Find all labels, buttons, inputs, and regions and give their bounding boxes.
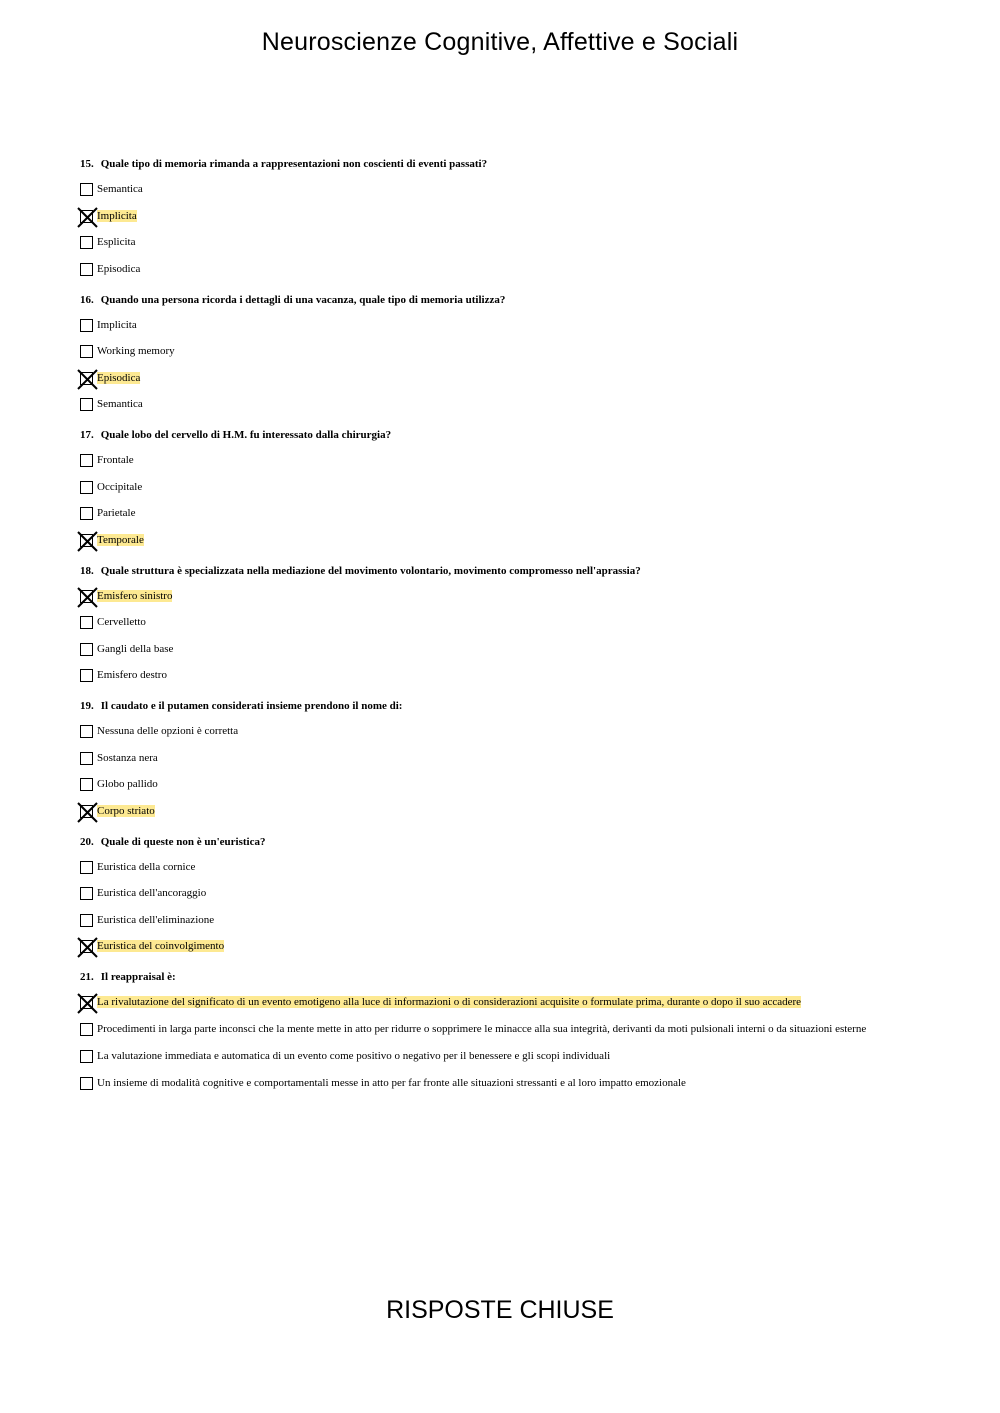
page-footer-label: RISPOSTE CHIUSE: [386, 1296, 614, 1324]
answer-option-label: [80, 886, 910, 901]
answer-option-label: [80, 1049, 910, 1064]
question-number: 16.: [80, 293, 94, 306]
question-heading: [80, 156, 910, 172]
question-text: Quando una persona ricorda i dettagli di una vacanza, quale tipo di memoria utilizza?: [100, 293, 506, 306]
answer-option[interactable]: [80, 235, 910, 251]
answer-text: Episodica: [97, 262, 141, 275]
answer-option-label: [80, 804, 910, 819]
answer-option-label: [80, 209, 910, 224]
answer-option[interactable]: [80, 262, 910, 278]
answer-option[interactable]: [80, 1076, 910, 1092]
checkbox[interactable]: [80, 263, 93, 276]
question-block: [80, 834, 910, 956]
checkbox[interactable]: [80, 507, 93, 520]
answer-text: Working memory: [97, 345, 175, 357]
answer-text: Occipitale: [97, 480, 143, 493]
question-text: Quale di queste non è un'euristica?: [100, 835, 266, 848]
question-text: Quale tipo di memoria rimanda a rappresentazioni non coscienti di eventi passati?: [100, 158, 488, 170]
answer-option-label: [80, 371, 910, 386]
checkbox[interactable]: [80, 398, 93, 411]
answer-option-label: [80, 668, 910, 683]
question-block: [80, 427, 910, 549]
checkbox[interactable]: [80, 481, 93, 494]
answer-option[interactable]: [80, 860, 910, 876]
answer-option[interactable]: [80, 886, 910, 902]
answer-option[interactable]: [80, 615, 910, 631]
question-heading: [80, 834, 910, 850]
checkbox[interactable]: [80, 887, 93, 900]
answer-option-label: [80, 751, 910, 766]
checkbox-checked[interactable]: [80, 940, 93, 953]
selected-answer-text: Episodica: [97, 371, 141, 384]
answer-option-label: [80, 397, 910, 412]
checkbox[interactable]: [80, 183, 93, 196]
cross-mark-icon: [78, 994, 97, 1013]
question-heading: [80, 698, 910, 714]
checkbox[interactable]: [80, 1050, 93, 1063]
checkbox-checked[interactable]: [80, 590, 93, 603]
answer-option-label: [80, 1022, 910, 1037]
answer-text: Implicita: [97, 318, 137, 331]
question-number: 19.: [80, 700, 94, 712]
checkbox[interactable]: [80, 861, 93, 874]
selected-answer-text: Emisfero sinistro: [97, 589, 173, 602]
answer-option-label: [80, 318, 910, 333]
question-heading: [80, 427, 910, 443]
selected-answer-text: La rivalutazione del significato di un evento emotigeno alla luce di informazioni o di considerazioni acquisite o formulate prima, durante o dopo il suo accadere: [97, 996, 802, 1008]
question-text: Il caudato e il putamen considerati insieme prendono il nome di:: [100, 700, 403, 712]
page-title: Neuroscienze Cognitive, Affettive e Sociali: [261, 28, 739, 56]
checkbox[interactable]: [80, 914, 93, 927]
checkbox[interactable]: [80, 669, 93, 682]
answer-text: Semantica: [97, 398, 143, 410]
checkbox[interactable]: [80, 1077, 93, 1090]
answer-option[interactable]: [80, 589, 910, 605]
answer-option[interactable]: [80, 751, 910, 767]
checkbox[interactable]: [80, 725, 93, 738]
answer-text: Nessuna delle opzioni è corretta: [97, 725, 239, 737]
answer-option-label: [80, 1076, 910, 1091]
answer-text: Euristica dell'ancoraggio: [97, 887, 207, 899]
answer-option-label: [80, 262, 910, 277]
question-number: 18.: [80, 564, 94, 577]
answer-option[interactable]: [80, 1022, 910, 1038]
answer-option-label: [80, 506, 910, 521]
question-heading: [80, 969, 910, 985]
question-number: 21.: [80, 971, 94, 983]
checkbox[interactable]: [80, 236, 93, 249]
answer-option-label: [80, 642, 910, 657]
checkbox-checked[interactable]: [80, 534, 93, 547]
selected-answer-text: Euristica del coinvolgimento: [97, 940, 225, 952]
selected-answer-text: Implicita: [97, 209, 137, 222]
checkbox[interactable]: [80, 752, 93, 765]
quiz-list: [80, 156, 910, 1106]
checkbox-checked[interactable]: [80, 805, 93, 818]
question-number: 15.: [80, 158, 94, 170]
cross-mark-icon: [78, 208, 97, 227]
answer-text: Gangli della base: [97, 642, 174, 655]
answer-text: Globo pallido: [97, 778, 158, 790]
answer-option[interactable]: [80, 533, 910, 549]
question-heading: [80, 292, 910, 308]
answer-text: Procedimenti in larga parte inconsci che la mente mette in atto per ridurre o sopprimere le minacce alla sua integrità, derivanti da moti pulsionali interni o da situazioni esterne: [97, 1023, 867, 1035]
answer-option[interactable]: [80, 209, 910, 225]
answer-text: Emisfero destro: [97, 669, 167, 681]
answer-option-label: [80, 777, 910, 792]
answer-option[interactable]: [80, 1049, 910, 1065]
answer-text: La valutazione immediata e automatica di un evento come positivo o negativo per il benessere e gli scopi individuali: [97, 1050, 611, 1062]
question-block: [80, 698, 910, 820]
answer-option[interactable]: [80, 453, 910, 469]
answer-option[interactable]: [80, 182, 910, 198]
answer-text: Un insieme di modalità cognitive e comportamentali messe in atto per far fronte alle situazioni stressanti e al loro impatto emozionale: [97, 1076, 686, 1089]
answer-option-label: [80, 235, 910, 250]
answer-option-label: [80, 939, 910, 954]
answer-option-label: [80, 615, 910, 630]
answer-option-label: [80, 860, 910, 875]
answer-option-label: [80, 724, 910, 739]
answer-option[interactable]: [80, 506, 910, 522]
question-text: Quale struttura è specializzata nella mediazione del movimento volontario, movimento compromesso nell'aprassia?: [100, 564, 641, 577]
answer-option[interactable]: [80, 777, 910, 793]
answer-text: Semantica: [97, 183, 143, 195]
answer-option[interactable]: [80, 913, 910, 929]
answer-text: Esplicita: [97, 236, 136, 248]
question-text: Quale lobo del cervello di H.M. fu interessato dalla chirurgia?: [100, 429, 392, 441]
checkbox[interactable]: [80, 1023, 93, 1036]
cross-mark-icon: [78, 370, 97, 389]
answer-option-label: [80, 344, 910, 359]
question-block: [80, 563, 910, 685]
checkbox[interactable]: [80, 643, 93, 656]
answer-option-label: [80, 182, 910, 197]
checkbox[interactable]: [80, 454, 93, 467]
selected-answer-text: Temporale: [97, 533, 144, 546]
question-heading: [80, 563, 910, 579]
question-block: [80, 969, 910, 1092]
answer-option[interactable]: [80, 480, 910, 496]
answer-text: Cervelletto: [97, 616, 146, 628]
checkbox-checked[interactable]: [80, 210, 93, 223]
answer-text: Parietale: [97, 507, 136, 519]
selected-answer-text: Corpo striato: [97, 804, 155, 817]
answer-text: Euristica della cornice: [97, 860, 196, 873]
cross-mark-icon: [78, 803, 97, 822]
checkbox-checked[interactable]: [80, 996, 93, 1009]
answer-option[interactable]: [80, 318, 910, 334]
answer-text: Euristica dell'eliminazione: [97, 913, 215, 926]
answer-text: Frontale: [97, 454, 134, 466]
answer-option[interactable]: [80, 804, 910, 820]
answer-option[interactable]: [80, 668, 910, 684]
checkbox[interactable]: [80, 345, 93, 358]
answer-option-label: [80, 913, 910, 928]
checkbox[interactable]: [80, 319, 93, 332]
answer-text: Sostanza nera: [97, 751, 158, 764]
cross-mark-icon: [78, 588, 97, 607]
answer-option-label: [80, 995, 910, 1010]
answer-option[interactable]: [80, 344, 910, 360]
answer-option-label: [80, 533, 910, 548]
checkbox[interactable]: [80, 616, 93, 629]
cross-mark-icon: [78, 938, 97, 957]
answer-option[interactable]: [80, 724, 910, 740]
question-text: Il reappraisal è:: [100, 971, 176, 983]
answer-option-label: [80, 453, 910, 468]
cross-mark-icon: [78, 532, 97, 551]
checkbox[interactable]: [80, 778, 93, 791]
answer-option[interactable]: [80, 642, 910, 658]
answer-option[interactable]: [80, 397, 910, 413]
answer-option[interactable]: [80, 939, 910, 955]
answer-option-label: [80, 589, 910, 604]
question-block: [80, 156, 910, 278]
answer-option[interactable]: [80, 995, 910, 1011]
question-block: [80, 292, 910, 414]
answer-option-label: [80, 480, 910, 495]
question-number: 20.: [80, 835, 94, 848]
answer-option[interactable]: [80, 371, 910, 387]
checkbox-checked[interactable]: [80, 372, 93, 385]
question-number: 17.: [80, 429, 94, 441]
